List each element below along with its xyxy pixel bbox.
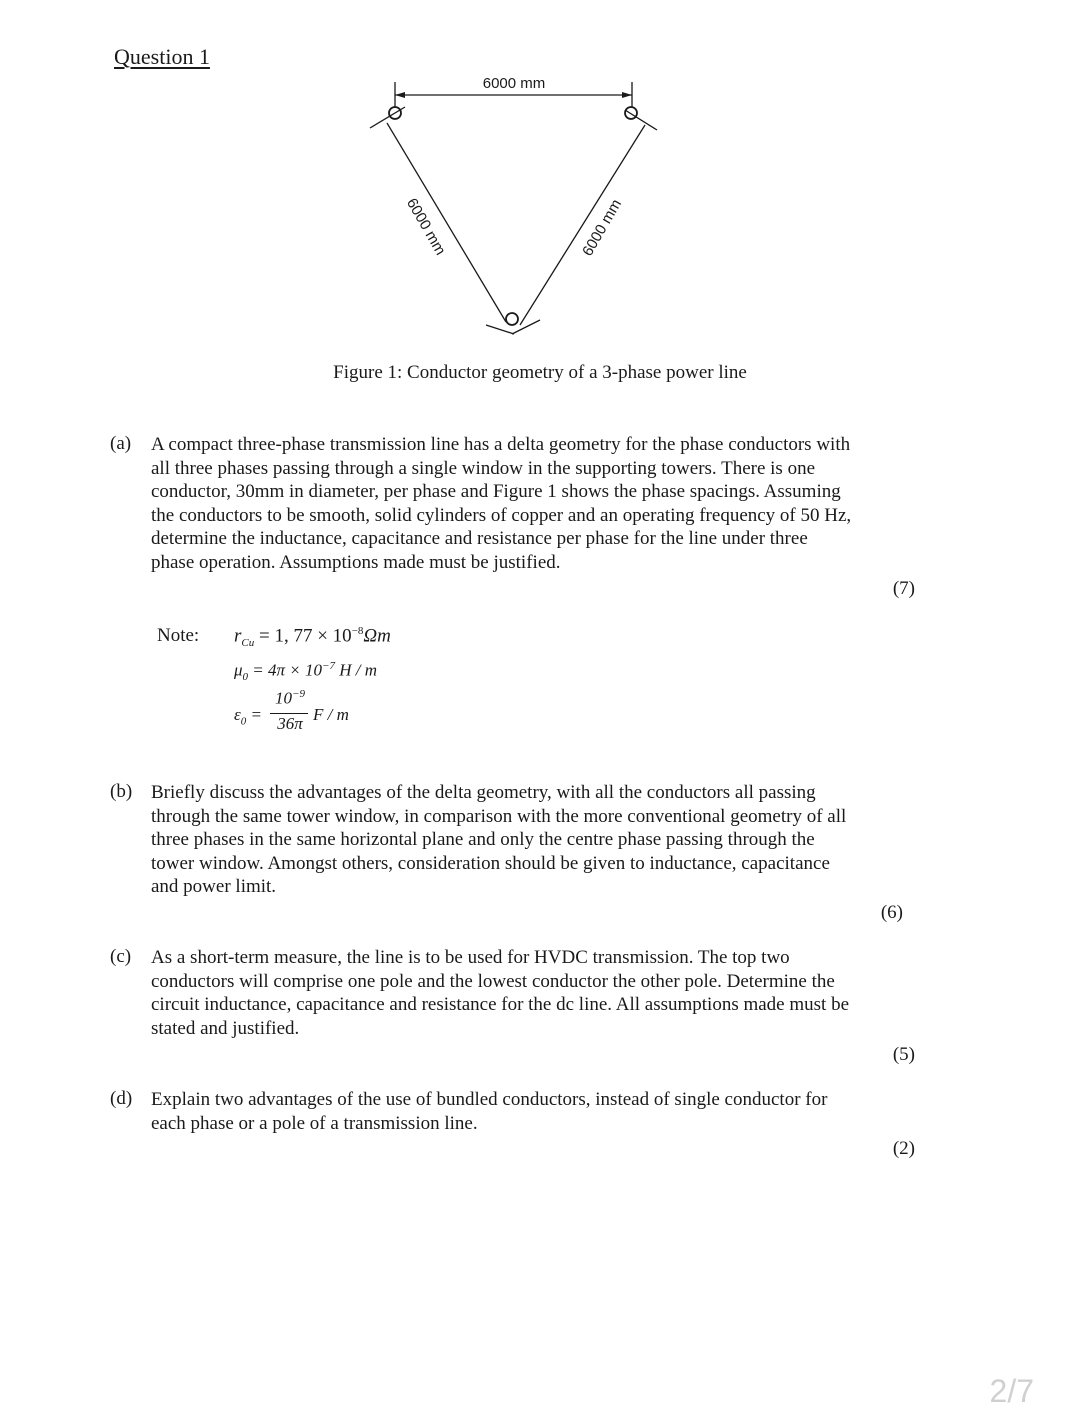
text-line: Briefly discuss the advantages of the delta geometry, with all the conductors all passing xyxy=(151,782,816,803)
question-title: Question 1 xyxy=(114,44,210,69)
dim-right-label: 6000 mm xyxy=(579,196,626,260)
text-line: circuit inductance, capacitance and resistance for the dc line. All assumptions made must be xyxy=(151,994,849,1015)
text-line: through the same tower window, in comparison with the more conventional geometry of all xyxy=(151,805,847,827)
part-a-text xyxy=(151,433,931,574)
dim-right-tick-top xyxy=(625,110,657,130)
text-line: stated and justified. xyxy=(151,1017,300,1039)
dim-top-arrow-right xyxy=(622,92,632,98)
text-line: phase operation. Assumptions made must be justified. xyxy=(151,551,561,573)
dim-left-label: 6000 mm xyxy=(402,195,449,259)
eq-sub: 0 xyxy=(240,715,247,728)
eq-exp: −8 xyxy=(351,625,364,637)
text-line: each phase or a pole of a transmission line. xyxy=(151,1112,478,1134)
part-d-text xyxy=(151,1088,931,1135)
eq-sub: Cu xyxy=(241,637,255,650)
part-a-marks: (7) xyxy=(892,578,915,599)
part-c-label: (c) xyxy=(110,946,132,967)
equation-resistivity xyxy=(234,625,391,649)
text-line: determine the inductance, capacitance and resistance per phase for the line under three xyxy=(151,528,808,549)
dim-top-arrow-left xyxy=(395,92,405,98)
eq-unit: Ωm xyxy=(363,625,391,647)
text-line: conductor, 30mm in diameter, per phase and Figure 1 shows the phase spacings. Assuming xyxy=(151,481,841,502)
part-d-marks: (2) xyxy=(892,1138,915,1159)
eq-equals: = xyxy=(250,705,262,724)
dim-left-line xyxy=(387,123,506,322)
text-line: tower window. Amongst others, consideration should be given to inductance, capacitance xyxy=(151,852,830,874)
conductor-bottom xyxy=(506,313,518,325)
text-line: the conductors to be smooth, solid cylinders of copper and an operating frequency of 50 Hz, xyxy=(151,504,852,526)
eq-symbol: μ xyxy=(234,660,243,680)
equation-permeability xyxy=(234,660,377,683)
part-d-label: (d) xyxy=(110,1088,133,1109)
part-b-marks: (6) xyxy=(880,902,903,923)
text-line: Explain two advantages of the use of bundled conductors, instead of single conductor for xyxy=(151,1089,828,1110)
text-line: all three phases passing through a single window in the supporting towers. There is one xyxy=(151,457,815,479)
part-a-label: (a) xyxy=(110,433,132,454)
part-c-marks: (5) xyxy=(892,1044,915,1065)
eq-value: = 4π × 10 xyxy=(252,660,323,680)
text-line: conductors will comprise one pole and the lowest conductor the other pole. Determine the xyxy=(151,970,835,992)
dim-right-line xyxy=(520,125,645,325)
text-line: and power limit. xyxy=(151,876,277,897)
eq-value: = 1, 77 × 10 xyxy=(259,625,352,647)
part-b-label: (b) xyxy=(110,781,133,802)
page-number: 2/7 xyxy=(989,1373,1034,1409)
part-c-text xyxy=(151,946,931,1040)
eq-unit: H / m xyxy=(339,660,377,680)
text-line: three phases in the same horizontal plane and only the centre phase passing through the xyxy=(151,829,815,850)
eq-unit: F / m xyxy=(313,705,349,724)
text-line: A compact three-phase transmission line has a delta geometry for the phase conductors with xyxy=(151,434,851,455)
eq-symbol: r xyxy=(234,625,242,647)
eq-sub: 0 xyxy=(242,671,249,684)
conductor-geometry-figure xyxy=(0,0,1080,350)
figure-caption: Figure 1: Conductor geometry of a 3-phase power line xyxy=(333,362,747,383)
part-b-text xyxy=(151,781,931,899)
eq-symbol: ε xyxy=(234,705,241,724)
note-label: Note: xyxy=(157,625,200,646)
eq-fraction-numerator: $10^{-9}$ xyxy=(275,688,305,708)
eq-fraction-denominator: 36π xyxy=(277,714,303,733)
equation-permittivity xyxy=(234,705,262,727)
text-line: As a short-term measure, the line is to be used for HVDC transmission. The top two xyxy=(151,947,790,968)
dim-top-label: 6000 mm xyxy=(482,75,546,92)
eq-exp: −7 xyxy=(322,660,335,672)
dim-left-tick-bottom xyxy=(486,325,514,334)
